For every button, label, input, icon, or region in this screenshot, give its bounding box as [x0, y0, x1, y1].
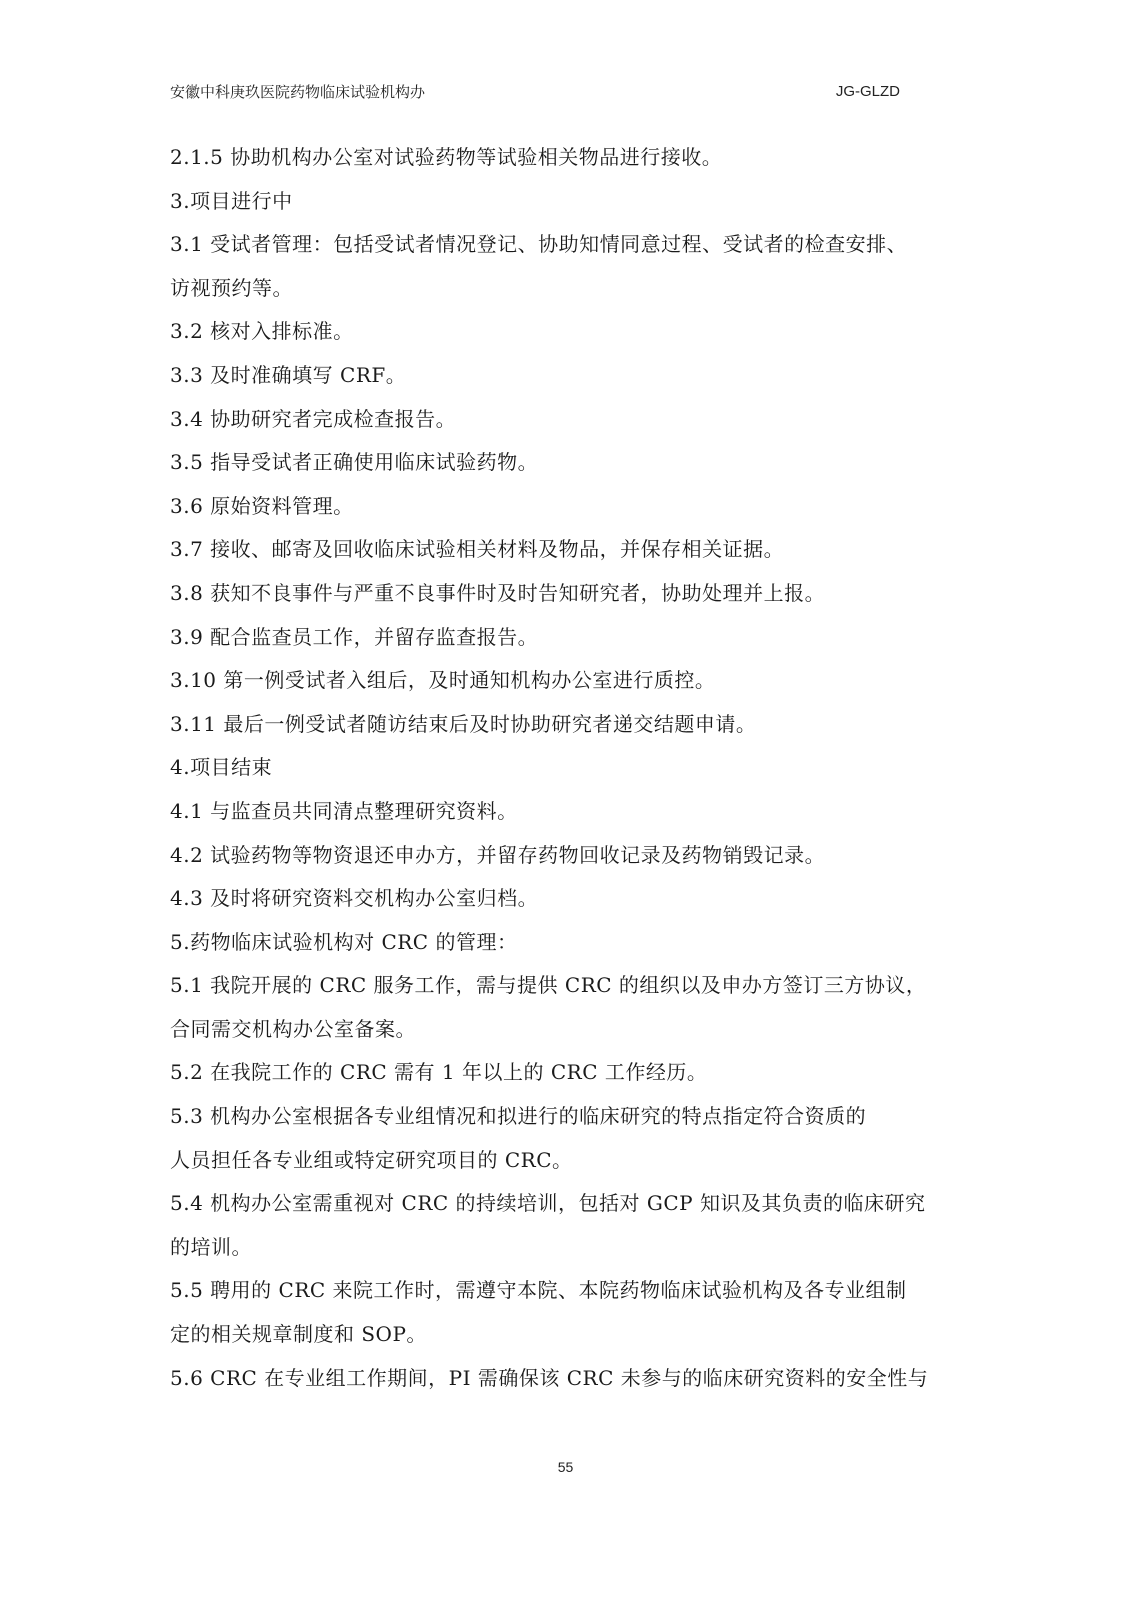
text-line: 5.5 聘用的 CRC 来院工作时，需遵守本院、本院药物临床试验机构及各专业组制 — [170, 1278, 907, 1303]
text-line: 4.3 及时将研究资料交机构办公室归档。 — [170, 886, 539, 911]
text-line: 3.10 第一例受试者入组后，及时通知机构办公室进行质控。 — [170, 668, 716, 693]
section-heading: 5.药物临床试验机构对 CRC 的管理： — [170, 929, 518, 954]
text-line: 3.2 核对入排标准。 — [170, 319, 354, 344]
text-line: 4.1 与监查员共同清点整理研究资料。 — [170, 798, 518, 823]
document-body — [170, 136, 960, 1400]
text-line: 3.4 协助研究者完成检查报告。 — [170, 406, 457, 431]
text-line: 5.4 机构办公室需重视对 CRC 的持续培训，包括对 GCP 知识及其负责的临床研究 — [170, 1191, 926, 1216]
text-line: 3.1 受试者管理：包括受试者情况登记、协助知情同意过程、受试者的检查安排、 — [170, 232, 908, 257]
text-line: 3.11 最后一例受试者随访结束后及时协助研究者递交结题申请。 — [170, 711, 757, 736]
text-line: 5.6 CRC 在专业组工作期间，PI 需确保该 CRC 未参与的临床研究资料的安全性与 — [170, 1365, 929, 1390]
text-line: 2.1.5 协助机构办公室对试验药物等试验相关物品进行接收。 — [170, 145, 723, 169]
text-line: 5.2 在我院工作的 CRC 需有 1 年以上的 CRC 工作经历。 — [170, 1060, 708, 1085]
text-line: 3.9 配合监查员工作，并留存监查报告。 — [170, 624, 539, 649]
section-heading: 3.项目进行中 — [170, 188, 293, 213]
text-line: 3.7 接收、邮寄及回收临床试验相关材料及物品，并保存相关证据。 — [170, 537, 785, 562]
section-heading: 4.项目结束 — [170, 755, 273, 780]
text-line: 3.5 指导受试者正确使用临床试验药物。 — [170, 450, 539, 475]
text-line: 3.8 获知不良事件与严重不良事件时及时告知研究者，协助处理并上报。 — [170, 580, 826, 605]
page-header — [170, 80, 900, 108]
text-line: 合同需交机构办公室备案。 — [170, 1016, 416, 1041]
text-line: 访视预约等。 — [170, 275, 293, 300]
text-line: 3.6 原始资料管理。 — [170, 493, 354, 518]
header-doc-code: JG-GLZD — [835, 83, 900, 100]
text-line: 5.1 我院开展的 CRC 服务工作，需与提供 CRC 的组织以及申办方签订三方协议， — [170, 973, 927, 998]
text-line: 5.3 机构办公室根据各专业组情况和拟进行的临床研究的特点指定符合资质的 — [170, 1104, 867, 1129]
text-line: 定的相关规章制度和 SOP。 — [170, 1322, 427, 1347]
text-line: 4.2 试验药物等物资退还申办方，并留存药物回收记录及药物销毁记录。 — [170, 842, 826, 867]
header-institution: 安徽中科庚玖医院药物临床试验机构办 — [170, 83, 426, 101]
text-line: 的培训。 — [170, 1234, 252, 1259]
text-line: 3.3 及时准确填写 CRF。 — [170, 362, 407, 387]
text-line: 人员担任各专业组或特定研究项目的 CRC。 — [170, 1147, 573, 1172]
page-number: 55 — [557, 1459, 574, 1475]
